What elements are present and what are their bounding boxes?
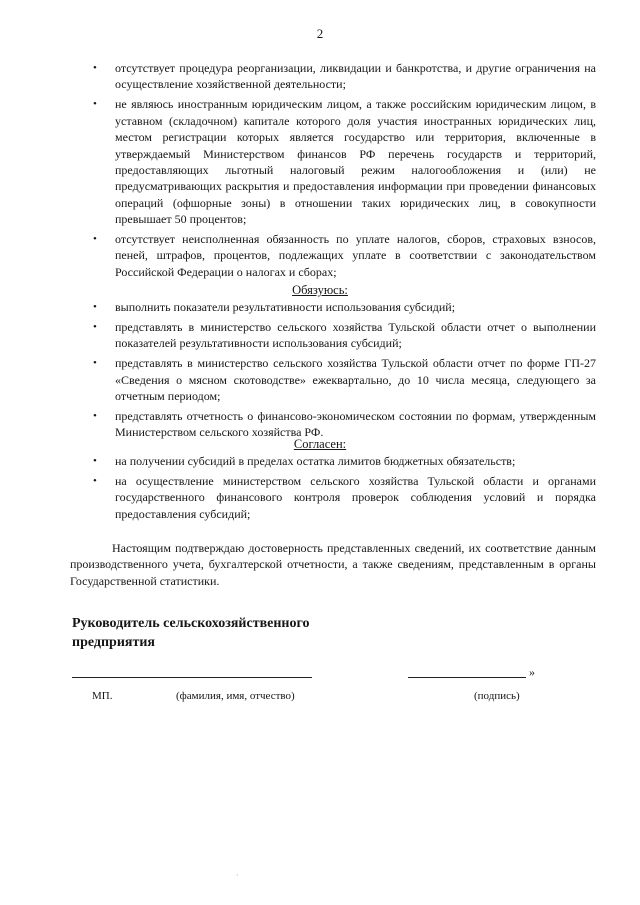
bullet-icon: • bbox=[93, 301, 97, 313]
list-item bbox=[0, 319, 640, 352]
list-item-text: отсутствует процедура реорганизации, ликвидации и банкротства, и другие ограничения на осуществление хозяйственной деятельности; bbox=[115, 61, 596, 92]
list-item-text: на осуществление министерством сельского хозяйства Тульской области и органами государственного финансового контроля проверок соблюдения условий и порядка предоставления субсидий; bbox=[115, 473, 596, 521]
list-item-text: отсутствует неисполненная обязанность по уплате налогов, сборов, страховых взносов, пеней, штрафов, процентов, подлежащих уплате в соответствии с законодательством Российской Федерации о налогах и сборах; bbox=[115, 232, 596, 279]
bullet-icon: • bbox=[93, 98, 97, 111]
signer-title-line: предприятия bbox=[72, 635, 155, 650]
page-number: 2 bbox=[316, 26, 324, 41]
name-caption: (фамилия, имя, отчество) bbox=[176, 690, 295, 702]
heading-agree: Согласен: bbox=[293, 437, 347, 451]
list-item bbox=[0, 96, 640, 227]
list-item-text: представлять отчетность о финансово-экономическом состоянии по формам, утвержденным Министерством сельского хозяйства РФ. bbox=[115, 408, 596, 440]
bullet-icon: • bbox=[93, 233, 97, 246]
list-item-text: выполнить показатели результативности использования субсидий; bbox=[115, 300, 456, 314]
bullet-icon: • bbox=[93, 62, 97, 74]
list-item bbox=[0, 473, 640, 522]
signer-title bbox=[72, 614, 310, 652]
signer-title-line: Руководитель сельскохозяйственного bbox=[72, 616, 310, 631]
list-item bbox=[0, 355, 640, 404]
bullet-icon: • bbox=[93, 474, 97, 487]
list-item-text: представлять в министерство сельского хозяйства Тульской области отчет по форме ГП-27 «Сведения о мясном скотоводстве» ежеквартально, до 10 числа месяца, следующего за отчетным периодом; bbox=[115, 356, 596, 404]
list-item-text: представлять в министерство сельского хозяйства Тульской области отчет о выполнении показателей результативности использования субсидий; bbox=[115, 319, 596, 351]
heading-obligations: Обязуюсь: bbox=[292, 283, 348, 297]
list-item bbox=[0, 60, 640, 93]
agreement-list bbox=[0, 453, 640, 526]
quote-mark: » bbox=[529, 665, 535, 679]
scan-speck: · bbox=[236, 871, 239, 880]
bullet-icon: • bbox=[93, 409, 97, 422]
conditions-list bbox=[0, 60, 640, 284]
list-item bbox=[0, 299, 640, 315]
obligations-list bbox=[0, 299, 640, 444]
list-item bbox=[0, 453, 640, 469]
list-item-text: на получении субсидий в пределах остатка лимитов бюджетных обязательств; bbox=[115, 454, 516, 468]
list-item-text: не являюсь иностранным юридическим лицом, а также российским юридическим лицом, в уставном (складочном) капитале которого доля участия иностранных юридических лиц, местом регистрации которых является государство или территория, включенные в утверждаемый Министерством финансов РФ перечень государств и территорий, предоставляющих льготный налоговый режим налогообложения и (или) не предусматривающих раскрытия и предоставления информации при проведении финансовых операций (офшорные зоны) в отношении таких юридических лиц, в совокупности превышает 50 процентов; bbox=[115, 97, 596, 227]
bullet-icon: • bbox=[93, 357, 97, 370]
seal-caption: МП. bbox=[92, 690, 113, 702]
list-item bbox=[0, 408, 640, 441]
bullet-icon: • bbox=[93, 455, 97, 467]
list-item bbox=[0, 231, 640, 280]
name-signature-line bbox=[72, 677, 312, 678]
confirmation-paragraph: Настоящим подтверждаю достоверность представленных сведений, их соответствие данным производственного учета, бухгалтерской отчетности, а также сведениям, представленным в органы Государственной статистики. bbox=[70, 541, 596, 588]
signature-caption: (подпись) bbox=[474, 690, 520, 702]
bullet-icon: • bbox=[93, 320, 97, 333]
signature-line bbox=[408, 677, 526, 678]
